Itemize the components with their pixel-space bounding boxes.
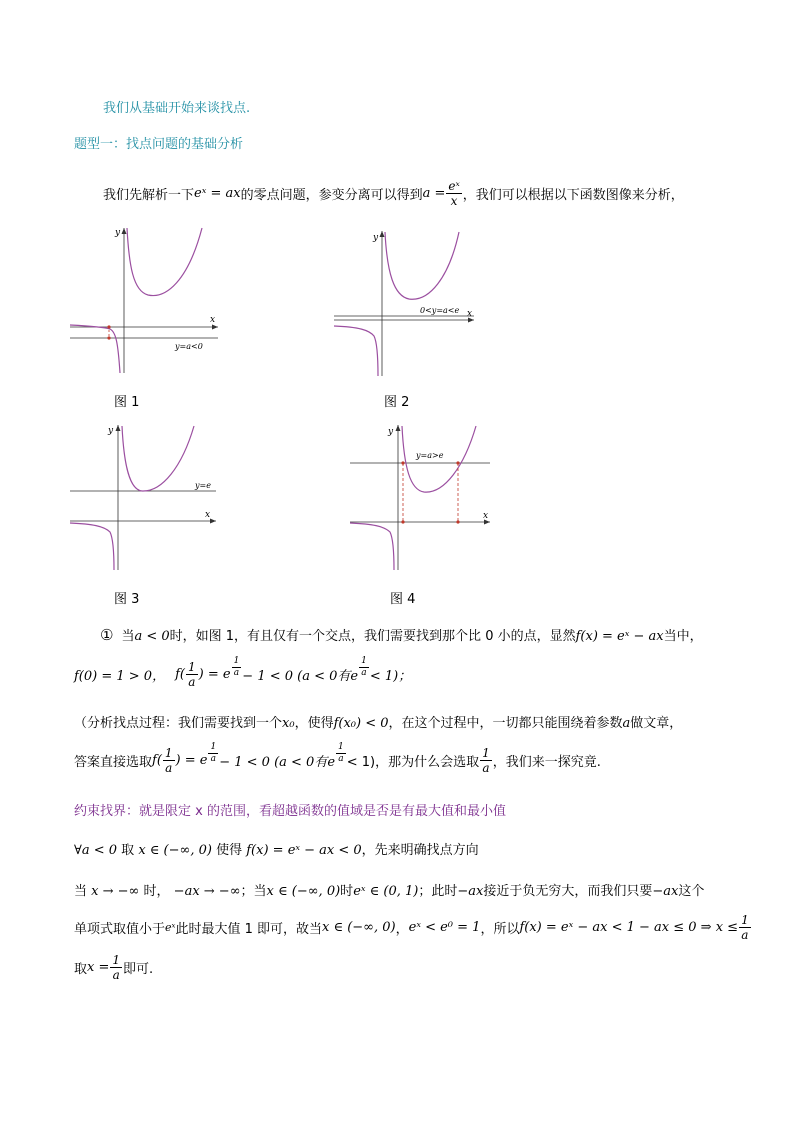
case1-tail: 当中， [663,629,703,644]
analysis-l2-end: < 1)，那为什么会选取 [346,754,480,770]
analysis-l2-f: f( [152,752,162,768]
paragraph-intro [103,176,684,210]
analysis-c: ，在这个过程中，一切都只能围绕着参数 [388,716,623,731]
fig4-marker-4 [456,520,459,523]
fig1-right-branch [127,228,202,296]
analysis-d: 做文章， [630,716,683,731]
intro-text: 我们从基础开始来谈找点. [103,101,251,116]
analysis-frac: $\frac{1}{a}$ [164,745,173,775]
reason-l1-j: −ax [457,884,484,899]
reason-line2 [74,908,752,946]
para1-a-eq: a = [422,185,446,201]
fig3-x-label: x [205,510,211,520]
fig4-marker-1 [401,461,404,464]
case1-f-open: f( [175,666,185,682]
para1-equation: eˣ = ax [194,185,241,201]
case1-exp-frac2: $\frac{1}{a}$ [361,655,367,678]
reason-l2-g: ，所以 [480,921,520,937]
reason-line1 [74,880,704,899]
figure-3-caption: 图 3 [114,592,140,607]
analysis-b: ，使得 [294,716,334,731]
para1-mid: 的零点问题，参变分离可以得到 [240,187,423,203]
analysis-f: f(x₀) < 0 [333,716,389,731]
case1-exp-frac: $\frac{1}{a}$ [233,655,240,678]
reason-l2-frac: $\frac{1}{a}$ [741,912,749,942]
reason-l1-m: 这个 [678,884,705,899]
figure-1 [70,225,220,375]
case1-number: ① [100,626,114,644]
analysis-frac2: $\frac{1}{a}$ [482,745,490,775]
forall-line [74,839,479,858]
reason-l2-d: x ∈ (−∞, 0) [321,919,396,935]
fig3-left-branch [70,523,114,570]
reason-l2-c: 此时最大值 1 即可，故当 [175,921,322,937]
fig4-marker-3 [401,520,404,523]
reason-l1-h: eˣ ∈ (0, 1) [353,884,419,899]
case1-function: f(x) = eˣ − ax [575,629,664,644]
figure-2 [334,228,484,378]
fig1-marker-bottom [107,336,110,339]
reason-l3-c: 即可. [123,961,154,977]
analysis-line1 [74,712,682,731]
para1-frac-den: x [450,193,458,208]
fig1-line-label: y=a<0 [175,342,203,351]
reason-l1-e: ；当 [240,884,267,899]
reason-l2-h: f(x) = eˣ − ax < 1 − ax ≤ 0 ⇒ x ≤ [519,919,739,935]
analysis-exp-frac: $\frac{1}{a}$ [210,741,217,764]
reason-l2-b: eˣ [165,920,176,934]
analysis-l2-rest: ) = e [175,752,208,768]
reason-l1-d: −ax → −∞ [173,884,241,899]
fig2-line-label: 0<y=a<e [420,306,460,315]
fig2-x-label: x [467,309,473,319]
para1-prefix: 我们先解析一下 [103,187,195,203]
case1-condition: a < 0 [134,629,170,644]
reason-l1-f: x ∈ (−∞, 0) [266,884,341,899]
fig4-line-label: y=a>e [416,451,444,460]
figure-1-caption: 图 1 [114,395,140,410]
fig4-marker-2 [456,461,459,464]
section-title: 题型一：找点问题的基础分析 [74,137,244,152]
forall-such: 使得 [216,843,243,858]
forall-tail: ，先来明确找点方向 [361,843,479,858]
fig1-marker-top [107,325,110,328]
para1-frac-num: eˣ [448,178,460,193]
fig3-line-label: y=e [195,481,211,490]
fig1-x-label: x [210,315,216,325]
fig2-y-label: y [373,233,379,243]
analysis-l2-final: ，我们来一探究竟. [492,754,601,770]
para1-fraction [446,180,461,207]
case1-f0: f(0) = 1 > 0， [74,668,166,684]
forall-take: 取 [121,843,135,858]
fig1-left-branch [70,325,120,373]
reason-l1-b: x → −∞ [91,884,140,899]
fig4-left-branch [350,523,394,570]
fig2-left-branch [334,326,378,376]
forall-f: f(x) = eˣ − ax < 0 [246,843,362,858]
case1-line1 [100,625,703,644]
analysis-a: （分析找点过程：我们需要找到一个 [74,716,283,731]
fig1-y-label: y [115,228,121,238]
forall-interval: x ∈ (−∞, 0) [138,843,212,858]
constraint-title: 约束找界：就是限定 x 的范围，看超越函数的值域是否是有最大值和最小值 [74,804,506,819]
reason-l2-e: ， [395,921,409,937]
figure-4 [350,422,500,572]
fig2-right-branch [385,232,459,299]
reason-l3-b: x = [87,959,110,975]
case1-ineq: − 1 < 0 (a < 0有e [242,668,359,684]
reason-l3-a: 取 [74,961,88,977]
case1-frac: $\frac{1}{a}$ [187,659,196,689]
reason-l1-g: 时 [340,884,354,899]
case1-f-eq: ) = e [198,666,231,682]
reason-line3 [74,948,153,986]
case1-when: 当 [121,629,135,644]
reason-l1-a: 当 [74,884,88,899]
analysis-l2-tail: − 1 < 0 (a < 0有e [219,754,336,770]
forall-a: ∀a < 0 [74,843,118,858]
analysis-exp-frac2: $\frac{1}{a}$ [338,741,344,764]
fig4-x-label: x [483,511,489,521]
case1-line2 [74,654,411,694]
reason-l2-f: eˣ < e⁰ = 1 [408,919,481,935]
reason-l2-a: 单项式取值小于 [74,921,166,937]
analysis-a-var: a [622,716,631,731]
case1-desc: 时，如图 1，有且仅有一个交点，我们需要找到那个比 0 小的点，显然 [169,629,576,644]
figure-4-caption: 图 4 [390,592,416,607]
fig3-y-label: y [108,426,114,436]
analysis-l2-a: 答案直接选取 [74,754,153,770]
reason-l1-i: ；此时 [418,884,458,899]
reason-l3-frac: $\frac{1}{a}$ [112,952,121,982]
figure-3 [70,422,220,572]
analysis-x0: x₀ [282,716,295,731]
reason-l1-l: −ax [652,884,679,899]
analysis-line2 [74,740,601,780]
reason-l1-k: 接近于负无穷大，而我们只要 [483,884,653,899]
fig3-right-branch [122,426,194,491]
figure-2-caption: 图 2 [384,395,410,410]
reason-l1-c: 时， [143,884,170,899]
case1-end: < 1)； [369,668,412,684]
para1-suffix: ，我们可以根据以下函数图像来分析， [462,187,684,203]
fig4-y-label: y [388,427,394,437]
